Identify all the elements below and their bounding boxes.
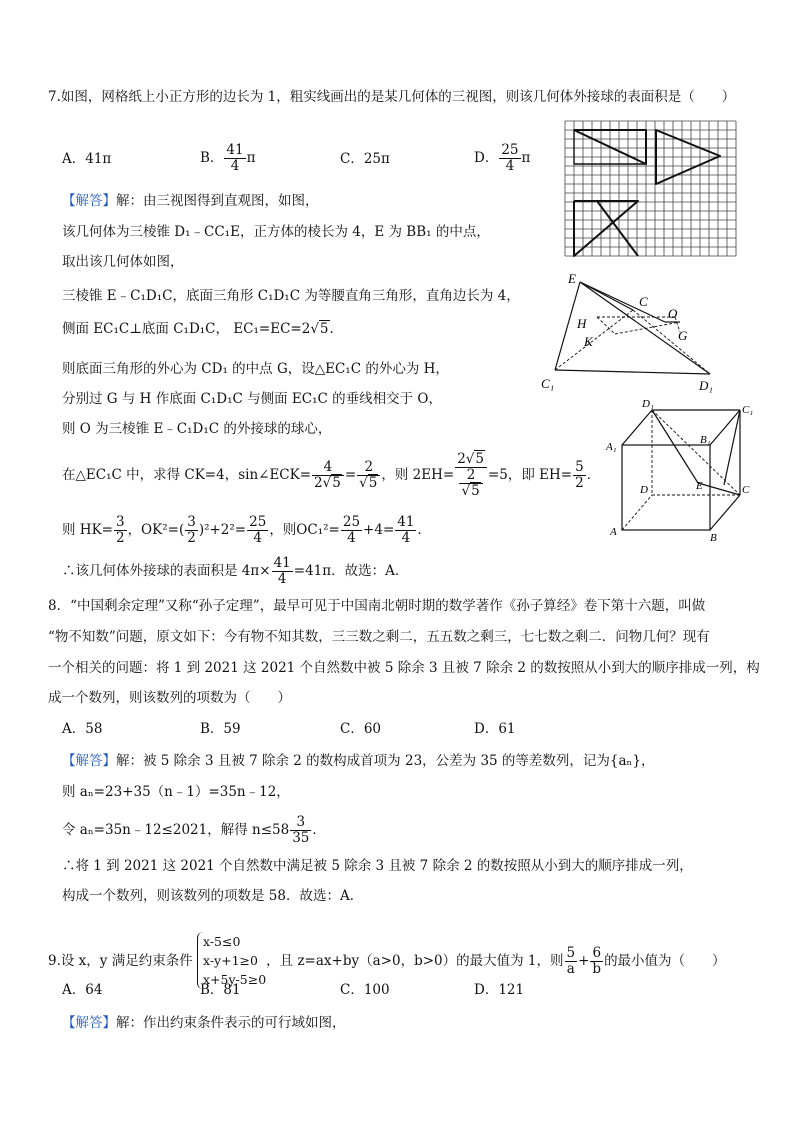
label-O: O <box>668 306 678 321</box>
q9-option-c[interactable]: C．100 <box>340 982 390 998</box>
label-A1: A₁ <box>606 441 617 453</box>
label-H: H <box>577 316 587 331</box>
q7-option-b[interactable]: B． $\frac{41}{4}$ π <box>200 142 256 174</box>
q9-stem: 9.设 x，y 满足约束条件 x-5≤0 x-y+1≥0 x+5y-5≥0 ，且 z=ax+by（a>0，b>0）的最大值为 1，则 $\frac{5}{a}$ + $\frac{6}{b}$ 的最小值为（ ） <box>48 934 726 987</box>
label-B1: B₁ <box>700 434 711 446</box>
label-D1: D₁ <box>642 398 654 410</box>
q7-solution-line-4: 三棱锥 E﹣C₁D₁C，底面三角形 C₁D₁C 为等腰直角三角形，直角边长为 4， <box>62 288 520 304</box>
q8-option-d[interactable]: D．61 <box>474 721 516 737</box>
q7-solution-line-2: 该几何体为三棱锥 D₁﹣CC₁E，正方体的棱长为 4，E 为 BB₁ 的中点， <box>62 224 490 240</box>
q7-option-a[interactable]: A．41π <box>62 151 112 167</box>
q8-option-b[interactable]: B．59 <box>200 721 241 737</box>
q9-option-a[interactable]: A．64 <box>62 982 103 998</box>
q8-stem-line-4: 成一个数列，则该数列的项数为（ ） <box>48 690 291 706</box>
q8-solution-line-5: 构成一个数列，则该数列的项数是 58．故选：A． <box>62 888 364 904</box>
q8-solution-line-2: 则 aₙ=23+35（n﹣1）=35n﹣12， <box>62 784 290 800</box>
q7-solution-line-5: 侧面 EC₁C⊥底面 C₁D₁C， EC₁=EC=2√5． <box>62 321 344 337</box>
answer-tag: 【解答】 <box>62 1015 116 1031</box>
label-E: E <box>568 271 576 286</box>
label-D1: D₁ <box>699 378 713 393</box>
q7-solution-line-9: 在△EC₁C 中，求得 CK=4，sin∠ECK= $\frac{4}{2√5}$ = $\frac{2}{√5}$ ，则 2EH= $\frac{2√5}{\frac{2}{√5}}$ =5，即 EH= $\frac{5}{2}$ ． <box>62 451 601 499</box>
cube-figure <box>602 395 762 545</box>
q9-solution-line-1: 【解答】解：作出约束条件表示的可行域如图， <box>62 1015 346 1031</box>
q7-solution-line-11: ∴该几何体外接球的表面积是 4π× $\frac{41}{4}$ =41π．故选：A． <box>62 555 409 587</box>
label-C1: C₁ <box>541 376 555 391</box>
q8-stem-line-1: 8．“中国剩余定理”又称“孙子定理”，最早可见于中国南北朝时期的数学著作《孙子算经》卷下第十六题，叫做 <box>48 598 706 614</box>
constraint-system: x-5≤0 x-y+1≥0 x+5y-5≥0 <box>197 932 266 989</box>
label-D: D <box>640 484 648 496</box>
pyramid-figure <box>535 270 745 395</box>
q9-option-b[interactable]: B．81 <box>200 982 241 998</box>
label-G: G <box>678 328 688 343</box>
q7-solution-line-3: 取出该几何体如图， <box>62 254 184 270</box>
label-B: B <box>710 532 717 544</box>
q8-option-a[interactable]: A．58 <box>62 721 103 737</box>
label-C: C <box>639 294 648 309</box>
top-view-outline <box>574 201 638 256</box>
q7-option-c[interactable]: C．25π <box>340 151 390 167</box>
q7-solution-line-10: 则 HK= $\frac{3}{2}$ ，OK²=( $\frac{3}{2}$ )²+2²= $\frac{25}{4}$ ，则OC₁²= $\frac{25}{4}$ +4= $\frac{41}{4}$ ． <box>62 514 431 546</box>
q7-solution-line-8: 则 O 为三棱锥 E﹣C₁D₁C 的外接球的球心， <box>62 421 332 437</box>
answer-tag: 【解答】 <box>62 193 116 209</box>
label-A: A <box>610 526 617 538</box>
q8-solution-line-3: 令 aₙ=35n﹣12≤2021，解得 n≤58 $\frac{3}{35}$ ． <box>62 814 326 846</box>
answer-tag: 【解答】 <box>62 753 116 769</box>
q7-solution-line-7: 分别过 G 与 H 作底面 C₁D₁C 与侧面 EC₁C 的垂线相交于 O， <box>62 391 442 407</box>
q7-stem: 7.如图，网格纸上小正方形的边长为 1，粗实线画出的是某几何体的三视图，则该几何体外接球的表面积是（ ） <box>48 89 736 105</box>
q8-solution-line-1: 【解答】解：被 5 除余 3 且被 7 除余 2 的数构成首项为 23，公差为 35 的等差数列，记为{aₙ}， <box>62 753 655 769</box>
q8-stem-line-2: “物不知数”问题，原文如下：今有物不知其数，三三数之剩二，五五数之剩三，七七数之剩二．问物几何？现有 <box>48 629 710 645</box>
label-K: K <box>584 334 593 349</box>
q8-option-c[interactable]: C．60 <box>340 721 382 737</box>
q7-solution-line-1: 【解答】解：由三视图得到直观图，如图， <box>62 193 319 209</box>
q9-option-d[interactable]: D．121 <box>474 982 525 998</box>
q7-option-d[interactable]: D． $\frac{25}{4}$ π <box>474 142 531 174</box>
label-C: C <box>742 484 750 496</box>
label-E: E <box>696 480 703 492</box>
q8-stem-line-3: 一个相关的问题：将 1 到 2021 这 2021 个自然数中被 5 除余 3 且被 7 除余 2 的数按照从小到大的顺序排成一列，构 <box>48 660 760 676</box>
q8-solution-line-4: ∴将 1 到 2021 这 2021 个自然数中满足被 5 除余 3 且被 7 除余 2 的数按照从小到大的顺序排成一列， <box>62 858 693 874</box>
label-C1: C₁ <box>742 404 754 416</box>
three-view-grid-figure <box>557 115 737 260</box>
q7-solution-line-6: 则底面三角形的外心为 CD₁ 的中点 G，设△EC₁C 的外心为 H， <box>62 361 449 377</box>
